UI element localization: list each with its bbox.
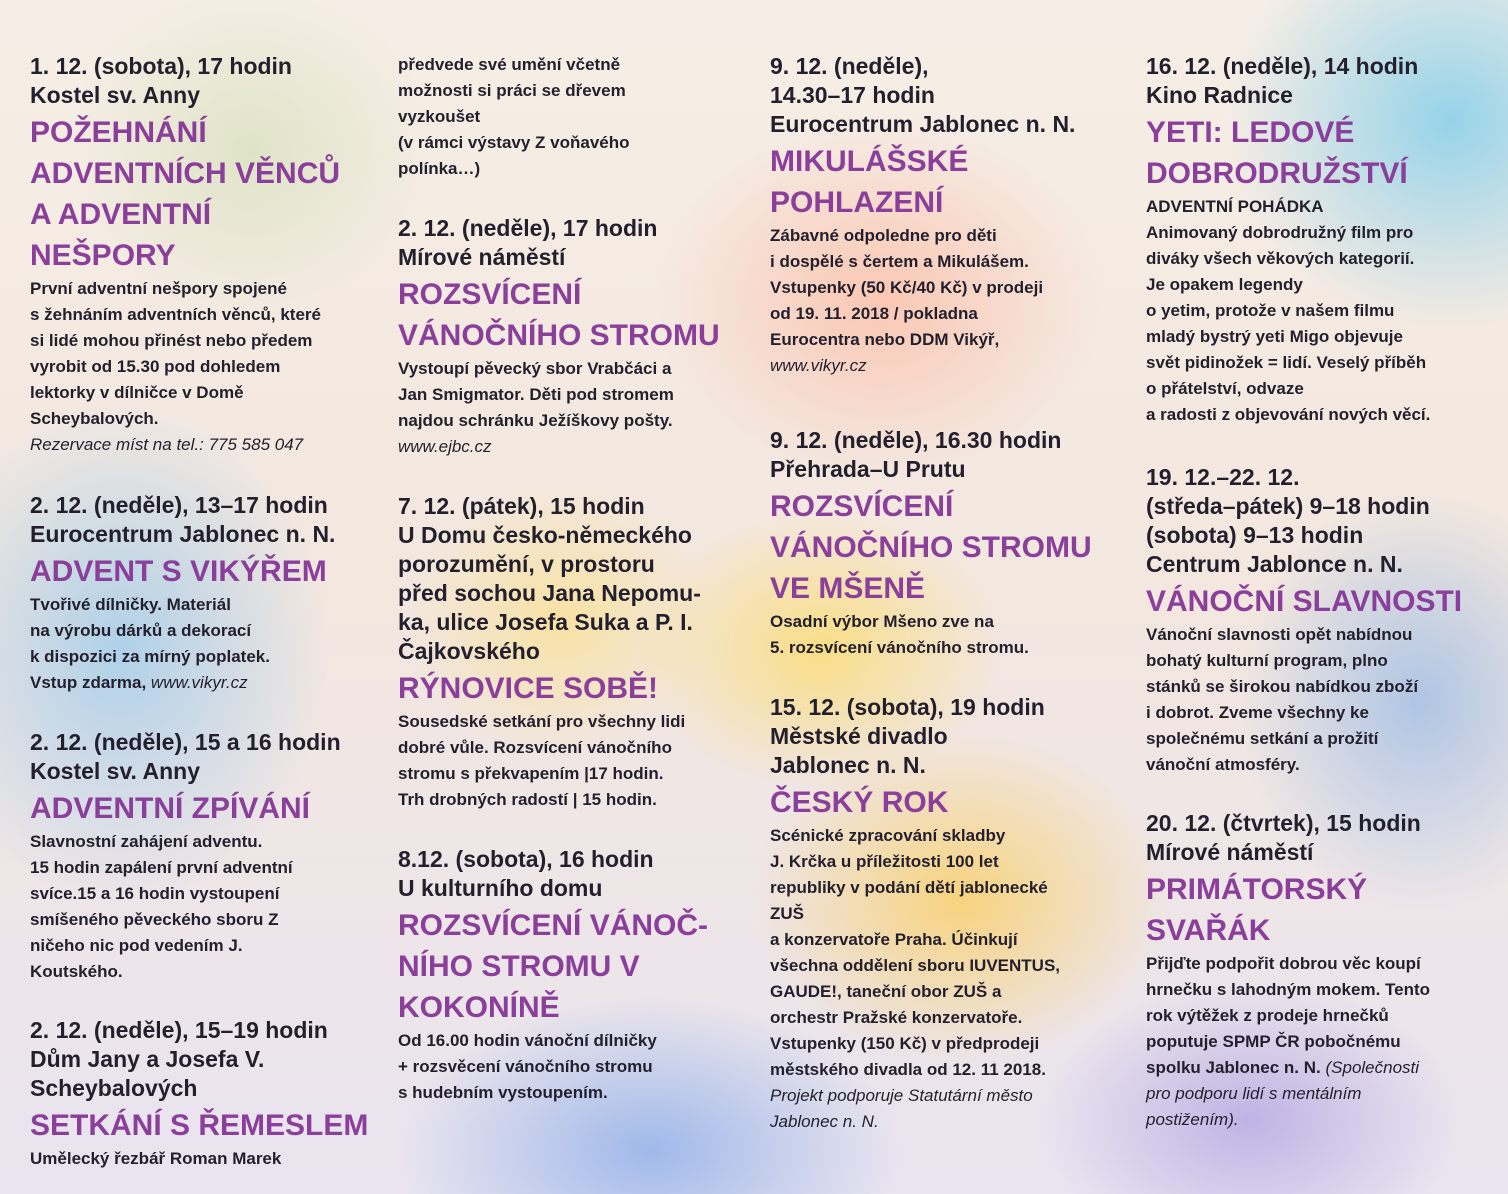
text-line: Scheybalových <box>30 1075 198 1101</box>
text-line: diváky všech věkových kategorií. <box>1146 249 1415 268</box>
text-line: 14.30–17 hodin <box>770 82 935 108</box>
text-line: U kulturního domu <box>398 875 603 901</box>
text-line: Animovaný dobrodružný film pro <box>1146 223 1414 242</box>
mixed-bold-text: spolku Jablonec n. N. <box>1146 1058 1326 1077</box>
event-title <box>30 788 370 829</box>
text-line: VÁNOČNÍHO STROMU <box>770 531 1092 564</box>
text-line: DOBRODRUŽSTVÍ <box>1146 157 1408 190</box>
event-place <box>398 521 743 666</box>
text-line: Od 16.00 hodin vánoční dílničky <box>398 1031 657 1050</box>
event-link[interactable]: www.vikyr.cz <box>770 356 867 375</box>
text-line: 15 hodin zapálení první adventní <box>30 858 293 877</box>
text-line: 20. 12. (čtvrtek), 15 hodin <box>1146 810 1421 836</box>
text-line: s hudebním vystoupením. <box>398 1083 608 1102</box>
event-crafts <box>30 1016 370 1172</box>
text-line: NÍHO STROMU V <box>398 950 640 983</box>
event-mikulas <box>770 52 1115 379</box>
text-line: 9. 12. (neděle), <box>770 53 929 79</box>
event-tree-lighting-mseno <box>770 426 1115 661</box>
text-line: PRIMÁTORSKÝ <box>1146 873 1368 906</box>
text-line: Slavnostní zahájení adventu. <box>30 832 263 851</box>
text-line: postižením). <box>1146 1110 1239 1129</box>
event-title <box>398 274 743 356</box>
event-date <box>30 728 370 757</box>
text-line: vánoční atmosféry. <box>1146 755 1300 774</box>
text-line: A ADVENTNÍ <box>30 198 212 231</box>
text-line: GAUDE!, taneční obor ZUŠ a <box>770 982 1002 1001</box>
event-place <box>398 243 743 272</box>
text-line: ROZSVÍCENÍ <box>398 278 582 311</box>
text-line: 2. 12. (neděle), 15 a 16 hodin <box>30 729 341 755</box>
event-place <box>30 520 370 549</box>
text-line: mladý bystrý yeti Migo objevuje <box>1146 327 1403 346</box>
text-line: hrnečku s lahodným mokem. Tento <box>1146 980 1431 999</box>
text-line: Městské divadlo <box>770 723 948 749</box>
text-line: předvede své umění včetně <box>398 55 621 74</box>
event-description <box>770 609 1115 661</box>
event-title <box>30 112 370 276</box>
event-description <box>1146 951 1491 1055</box>
event-description <box>30 592 370 670</box>
text-line: Kostel sv. Anny <box>30 82 200 108</box>
event-cesky-rok <box>770 693 1115 1135</box>
event-link[interactable]: www.vikyr.cz <box>150 673 248 692</box>
event-tree-lighting-square <box>398 214 743 460</box>
text-line: ROZSVÍCENÍ VÁNOČ- <box>398 909 709 942</box>
text-line: Vstupenky (50 Kč/40 Kč) v prodeji <box>770 278 1044 297</box>
text-line: Tvořivé dílničky. Materiál <box>30 595 231 614</box>
text-line: Centrum Jablonce n. N. <box>1146 551 1403 577</box>
text-line: Je opakem legendy <box>1146 275 1303 294</box>
text-line: Sousedské setkání pro všechny lidi <box>398 712 686 731</box>
text-line: NEŠPORY <box>30 239 176 272</box>
text-line: najdou schránku Ježíškovy pošty. <box>398 411 673 430</box>
text-line: Jablonec n. N. <box>770 752 926 778</box>
event-date <box>1146 52 1491 81</box>
text-line: od 19. 11. 2018 / pokladna <box>770 304 978 323</box>
event-description <box>398 709 743 813</box>
text-line: SVAŘÁK <box>1146 914 1271 947</box>
text-line: 7. 12. (pátek), 15 hodin <box>398 493 645 519</box>
text-line: VÁNOČNÍHO STROMU <box>398 319 720 352</box>
event-description <box>1146 220 1491 428</box>
text-line: vyzkoušet <box>398 107 481 126</box>
text-line: na výrobu dárků a dekorací <box>30 621 252 640</box>
text-line: Scénické zpracování skladby <box>770 826 1006 845</box>
text-line: ČESKÝ ROK <box>770 786 949 819</box>
event-title <box>398 905 743 1028</box>
text-line: i dobrot. Zveme všechny ke <box>1146 703 1369 722</box>
text-line: + rozsvěcení vánočního stromu <box>398 1057 653 1076</box>
text-line: Vystoupí pěvecký sbor Vrabčáci a <box>398 359 672 378</box>
text-line: ROZSVÍCENÍ <box>770 490 954 523</box>
text-line: Mírové náměstí <box>398 244 566 270</box>
event-title <box>30 1105 370 1146</box>
event-description <box>30 276 370 432</box>
event-advent-vikyr <box>30 491 370 696</box>
event-rynovice <box>398 492 743 813</box>
text-line: (středa–pátek) 9–18 hodin <box>1146 493 1430 519</box>
text-line: Dům Jany a Josefa V. <box>30 1046 265 1072</box>
text-line: porozumění, v prostoru <box>398 551 655 577</box>
text-line: Přijďte podpořit dobrou věc koupí <box>1146 954 1421 973</box>
event-note <box>770 1083 1115 1135</box>
text-line: U Domu česko-německého <box>398 522 692 548</box>
text-line: smíšeného pěveckého sboru Z <box>30 910 279 929</box>
text-line: svíce.15 a 16 hodin vystoupení <box>30 884 280 903</box>
event-place <box>770 455 1115 484</box>
text-line: městského divadla od 12. 11 2018. <box>770 1060 1046 1079</box>
event-title <box>770 782 1115 823</box>
event-date <box>1146 463 1491 550</box>
event-subtitle: ADVENTNÍ POHÁDKA <box>1146 197 1324 216</box>
text-line: před sochou Jana Nepomu- <box>398 580 701 606</box>
text-line: orchestr Pražské konzervatoře. <box>770 1008 1023 1027</box>
event-place <box>30 1045 370 1103</box>
text-line: lektorky v dílničce v Domě <box>30 383 244 402</box>
event-kokonin <box>398 845 743 1106</box>
event-description <box>30 829 370 985</box>
text-line: YETI: LEDOVÉ <box>1146 116 1355 149</box>
event-mulled-wine <box>1146 809 1491 1133</box>
event-title <box>30 551 370 592</box>
event-place <box>30 757 370 786</box>
event-place <box>1146 550 1491 579</box>
text-line: 19. 12.–22. 12. <box>1146 464 1300 490</box>
text-line: polínka…) <box>398 159 481 178</box>
text-line: Vánoční slavnosti opět nabídnou <box>1146 625 1413 644</box>
text-line: republiky v podání dětí jablonecké <box>770 878 1048 897</box>
event-description <box>770 223 1115 353</box>
text-line: bohatý kulturní program, plno <box>1146 651 1388 670</box>
text-line: s žehnáním adventních věnců, které <box>30 305 321 324</box>
text-line: 9. 12. (neděle), 16.30 hodin <box>770 427 1062 453</box>
text-line: a konzervatoře Praha. Účinkují <box>770 930 1018 949</box>
event-date <box>398 214 743 243</box>
event-crafts-continued <box>398 52 743 182</box>
event-note: Rezervace míst na tel.: 775 585 047 <box>30 435 304 454</box>
event-place <box>30 81 370 110</box>
event-title <box>1146 112 1491 194</box>
event-yeti <box>1146 52 1491 428</box>
event-date <box>398 845 743 874</box>
event-date <box>30 1016 370 1045</box>
text-line: Jablonec n. N. <box>770 1112 879 1131</box>
text-line: o yetim, protože v našem filmu <box>1146 301 1395 320</box>
text-line: (sobota) 9–13 hodin <box>1146 522 1364 548</box>
text-line: Mírové náměstí <box>1146 839 1314 865</box>
text-line: ADVENTNÍCH VĚNCŮ <box>30 157 341 190</box>
text-line: J. Krčka u příležitosti 100 let <box>770 852 999 871</box>
event-place <box>398 874 743 903</box>
text-line: a radosti z objevování nových věcí. <box>1146 405 1431 424</box>
text-line: společnému setkání a prožití <box>1146 729 1379 748</box>
text-line: Scheybalových. <box>30 409 159 428</box>
text-line: Eurocentra nebo DDM Vikýř, <box>770 330 1000 349</box>
text-line: VÁNOČNÍ SLAVNOSTI <box>1146 585 1463 618</box>
text-line: POHLAZENÍ <box>770 186 944 219</box>
text-line: stánků se širokou nabídkou zboží <box>1146 677 1419 696</box>
event-place <box>770 110 1115 139</box>
text-line: Jan Smigmator. Děti pod stromem <box>398 385 674 404</box>
text-line: si lidé mohou přinést nebo předem <box>30 331 313 350</box>
event-christmas-festival <box>1146 463 1491 778</box>
event-advent-singing <box>30 728 370 985</box>
event-note <box>1146 1081 1491 1133</box>
text-line: ADVENTNÍ ZPÍVÁNÍ <box>30 792 311 825</box>
text-line: Trh drobných radostí | 15 hodin. <box>398 790 657 809</box>
admission-text: Vstup zdarma, <box>30 673 151 692</box>
text-line: 2. 12. (neděle), 15–19 hodin <box>30 1017 328 1043</box>
text-line: Eurocentrum Jablonec n. N. <box>770 111 1076 137</box>
text-line: pro podporu lidí s mentálním <box>1146 1084 1362 1103</box>
text-line: všechna oddělení sboru IUVENTUS, <box>770 956 1061 975</box>
event-place <box>1146 81 1491 110</box>
text-line: MIKULÁŠSKÉ <box>770 145 969 178</box>
text-line: poputuje SPMP ČR pobočnému <box>1146 1032 1401 1051</box>
text-line: Eurocentrum Jablonec n. N. <box>30 521 336 547</box>
event-date <box>770 52 1115 110</box>
text-line: Kostel sv. Anny <box>30 758 200 784</box>
text-line: ZUŠ <box>770 904 804 923</box>
text-line: o přátelství, odvaze <box>1146 379 1304 398</box>
event-title <box>1146 869 1491 951</box>
text-line: Čajkovského <box>398 638 540 664</box>
text-line: ničeho nic pod vedením J. <box>30 936 243 955</box>
event-date <box>30 491 370 520</box>
event-title <box>770 486 1115 609</box>
text-line: Přehrada–U Prutu <box>770 456 966 482</box>
event-description <box>398 1028 743 1106</box>
text-line: rok výtěžek z prodeje hrnečků <box>1146 1006 1389 1025</box>
text-line: 2. 12. (neděle), 17 hodin <box>398 215 658 241</box>
text-line: Kino Radnice <box>1146 82 1293 108</box>
event-title <box>770 141 1115 223</box>
text-line: Koutského. <box>30 962 123 981</box>
text-line: RÝNOVICE SOBĚ! <box>398 672 659 705</box>
text-line: Osadní výbor Mšeno zve na <box>770 612 994 631</box>
text-line: Umělecký řezbář Roman Marek <box>30 1149 282 1168</box>
text-line: Zábavné odpoledne pro děti <box>770 226 997 245</box>
text-line: První adventní nešpory spojené <box>30 279 287 298</box>
text-line: VE MŠENĚ <box>770 572 926 605</box>
text-line: ADVENT S VIKÝŘEM <box>30 555 327 588</box>
text-line: ka, ulice Josefa Suka a P. I. <box>398 609 693 635</box>
event-description <box>770 823 1115 1083</box>
text-line: 1. 12. (sobota), 17 hodin <box>30 53 292 79</box>
event-description <box>1146 622 1491 778</box>
text-line: dobré vůle. Rozsvícení vánočního <box>398 738 672 757</box>
text-line: 15. 12. (sobota), 19 hodin <box>770 694 1045 720</box>
event-link[interactable]: www.ejbc.cz <box>398 437 492 456</box>
text-line: SETKÁNÍ S ŘEMESLEM <box>30 1109 369 1142</box>
text-line: svět pidinožek = lidí. Veselý příběh <box>1146 353 1427 372</box>
text-line: KOKONÍNĚ <box>398 991 560 1024</box>
event-title <box>398 668 743 709</box>
event-date <box>398 492 743 521</box>
text-line: POŽEHNÁNÍ <box>30 116 207 149</box>
event-date <box>770 426 1115 455</box>
text-line: 2. 12. (neděle), 13–17 hodin <box>30 492 328 518</box>
event-place <box>1146 838 1491 867</box>
text-line: 16. 12. (neděle), 14 hodin <box>1146 53 1419 79</box>
mixed-italic-text: (Společnosti <box>1325 1058 1420 1077</box>
text-line: Projekt podporuje Statutární město <box>770 1086 1033 1105</box>
event-description <box>30 1146 370 1172</box>
event-description-mixed <box>1146 1055 1491 1081</box>
text-line: (v rámci výstavy Z voňavého <box>398 133 630 152</box>
event-place <box>770 722 1115 780</box>
text-line: i dospělé s čertem a Mikulášem. <box>770 252 1029 271</box>
event-admission <box>30 670 370 696</box>
event-date <box>770 693 1115 722</box>
text-line: Vstupenky (150 Kč) v předprodeji <box>770 1034 1040 1053</box>
event-description <box>398 52 743 182</box>
event-description <box>398 356 743 434</box>
text-line: vyrobit od 15.30 pod dohledem <box>30 357 281 376</box>
text-line: 5. rozsvícení vánočního stromu. <box>770 638 1029 657</box>
text-line: 8.12. (sobota), 16 hodin <box>398 846 654 872</box>
event-title <box>1146 581 1491 622</box>
text-line: stromu s překvapením |17 hodin. <box>398 764 664 783</box>
event-advent-wreaths <box>30 52 370 458</box>
event-date <box>30 52 370 81</box>
text-line: možnosti si práci se dřevem <box>398 81 626 100</box>
text-line: k dispozici za mírný poplatek. <box>30 647 270 666</box>
event-date <box>1146 809 1491 838</box>
